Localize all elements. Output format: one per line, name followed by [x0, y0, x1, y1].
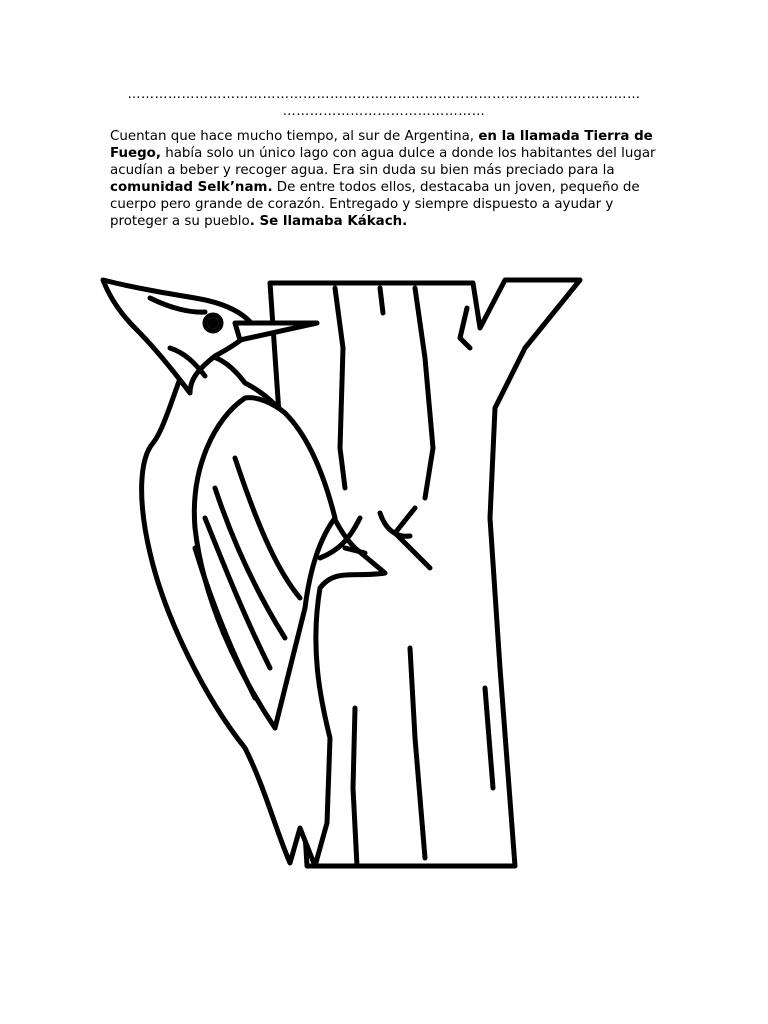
bird-pupil — [210, 320, 216, 326]
story-paragraph — [110, 128, 665, 230]
title-placeholder-line-1: …………………………………………………………………………………………………… — [127, 87, 641, 102]
story-segment-bold: comunidad Selk’nam. — [110, 180, 273, 195]
story-segment-bold: en la llamada Tierra de Fuego, — [110, 129, 653, 161]
story-segment: De entre todos ellos, destacaba un joven, pequeño de cuerpo pero grande de corazón. Entregado y siempre dispuesto a ayudar y proteger a su pueblo — [110, 180, 640, 229]
title-placeholder-line-2: ……………………………………… — [282, 104, 486, 119]
bark-line — [380, 288, 383, 313]
woodpecker-on-tree-icon — [95, 268, 595, 878]
story-segment: Cuentan que hace mucho tiempo, al sur de Argentina, — [110, 129, 479, 144]
story-segment-bold: . Se llamaba Kákach. — [249, 214, 408, 229]
story-segment: había solo un único lago con agua dulce a donde los habitantes del lugar acudían a beber y recoger agua. Era sin duda su bien más preciado para la — [110, 146, 656, 178]
